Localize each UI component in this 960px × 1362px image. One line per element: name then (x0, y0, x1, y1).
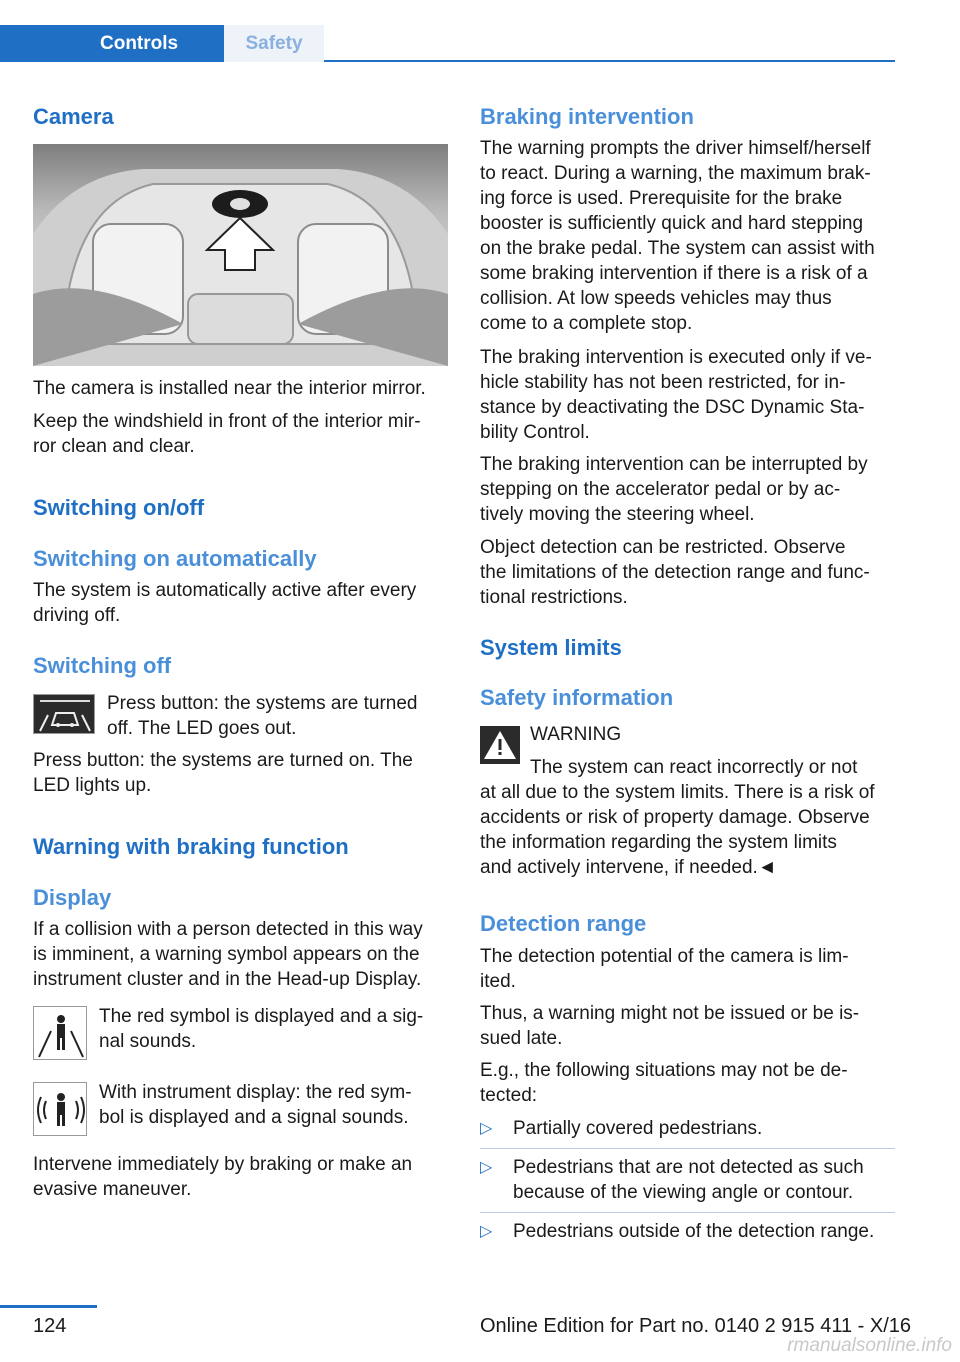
exec-line: bility Control. (480, 422, 590, 443)
range-text-1b: ited. (480, 971, 516, 992)
braking-paragraph (480, 136, 910, 336)
off-heading: Switching off (33, 653, 172, 678)
exec-line: The braking intervention is executed only if ve- (480, 347, 872, 368)
list-item (480, 1213, 895, 1244)
object-line: the limitations of the detection range and func- (480, 562, 870, 583)
list-item (480, 1149, 895, 1212)
braking-line: come to a complete stop. (480, 313, 693, 334)
warning-line: accidents or risk of property damage. Observe (480, 807, 870, 828)
tab-safety[interactable]: Safety (224, 25, 324, 62)
system-limits-heading: System limits (480, 635, 622, 660)
list-item (480, 1116, 895, 1148)
bullet-icon: ▷ (480, 1223, 493, 1240)
object-paragraph (480, 535, 910, 610)
intervene-text-b: evasive maneuver. (33, 1179, 192, 1200)
bullet-icon: ▷ (480, 1159, 493, 1176)
switching-heading: Switching on/off (33, 495, 205, 520)
list-item-text: Pedestrians outside of the detection range. (513, 1221, 875, 1242)
footer-rule (0, 1305, 97, 1308)
display-text-c: instrument cluster and in the Head-up Display. (33, 969, 422, 990)
range-text-1a: The detection potential of the camera is lim- (480, 946, 849, 967)
list-item-text: Pedestrians that are not detected as such (513, 1157, 864, 1178)
off-text-1a: Press button: the systems are turned (107, 693, 418, 714)
auto-text-b: driving off. (33, 605, 121, 626)
auto-text-a: The system is automatically active after every (33, 580, 417, 601)
intervene-text-a: Intervene immediately by braking or make an (33, 1154, 413, 1175)
display-text-b: is imminent, a warning symbol appears on the (33, 944, 420, 965)
camera-heading: Camera (33, 104, 114, 129)
off-text-2a: Press button: the systems are turned on. The (33, 750, 413, 771)
auto-heading: Switching on automatically (33, 546, 317, 571)
symbol1-text-b: nal sounds. (99, 1031, 197, 1052)
execution-paragraph (480, 345, 910, 445)
range-text-2a: Thus, a warning might not be issued or be is- (480, 1003, 860, 1024)
edition-text: Online Edition for Part no. 0140 2 915 411 - X/16 (480, 1315, 912, 1337)
detection-list (480, 1116, 895, 1244)
object-line: Object detection can be restricted. Observe (480, 537, 846, 558)
exec-line: hicle stability has not been restricted, for in- (480, 372, 846, 393)
interrupt-line: stepping on the accelerator pedal or by ac- (480, 479, 841, 500)
camera-photo (33, 144, 448, 366)
display-heading: Display (33, 885, 112, 910)
assist-button-icon (33, 694, 95, 734)
list-item-text: Partially covered pedestrians. (513, 1118, 763, 1139)
exec-line: stance by deactivating the DSC Dynamic Sta- (480, 397, 865, 418)
header-tabbar (0, 0, 895, 62)
braking-line: booster is sufficiently quick and hard stepping (480, 213, 864, 234)
warning-line: at all due to the system limits. There is a risk of (480, 782, 875, 803)
page-number: 124 (33, 1315, 67, 1337)
warning-line: The system can react incorrectly or not (530, 757, 858, 778)
pedestrian-warning-icon (33, 1006, 87, 1060)
warning-braking-heading: Warning with braking function (33, 834, 349, 859)
symbol1-text-a: The red symbol is displayed and a sig- (99, 1006, 424, 1027)
braking-line: to react. During a warning, the maximum brak- (480, 163, 871, 184)
braking-heading: Braking intervention (480, 104, 694, 129)
braking-line: some braking intervention if there is a risk of a (480, 263, 868, 284)
list-item-text: because of the viewing angle or contour. (513, 1182, 854, 1203)
camera-text-2a: Keep the windshield in front of the interior mir- (33, 411, 421, 432)
detection-range-heading: Detection range (480, 911, 647, 936)
symbol2-text-a: With instrument display: the red sym- (99, 1082, 412, 1103)
bullet-icon: ▷ (480, 1120, 493, 1137)
off-text-1b: off. The LED goes out. (107, 718, 297, 739)
braking-line: on the brake pedal. The system can assist with (480, 238, 875, 259)
pedestrian-sound-icon (33, 1082, 87, 1136)
warning-triangle-icon (480, 726, 520, 764)
interrupt-paragraph (480, 452, 910, 527)
tab-controls[interactable]: Controls (0, 25, 224, 62)
warning-paragraph (480, 780, 910, 880)
windshield-camera-illustration (33, 144, 448, 366)
symbol2-text-b: bol is displayed and a signal sounds. (99, 1107, 409, 1128)
range-text-2b: sued late. (480, 1028, 563, 1049)
range-text-3b: tected: (480, 1085, 538, 1106)
interrupt-line: tively moving the steering wheel. (480, 504, 755, 525)
interrupt-line: The braking intervention can be interrupted by (480, 454, 868, 475)
warning-line: the information regarding the system limits (480, 832, 837, 853)
safety-info-heading: Safety information (480, 685, 674, 710)
warning-label: WARNING (530, 724, 622, 745)
braking-line: ing force is used. Prerequisite for the brake (480, 188, 843, 209)
off-text-2b: LED lights up. (33, 775, 152, 796)
camera-text-1: The camera is installed near the interior mirror. (33, 378, 426, 399)
braking-line: The warning prompts the driver himself/herself (480, 138, 871, 159)
object-line: tional restrictions. (480, 587, 628, 608)
camera-text-2b: ror clean and clear. (33, 436, 195, 457)
range-text-3a: E.g., the following situations may not be de- (480, 1060, 848, 1081)
watermark: rmanualsonline.info (787, 1335, 952, 1356)
warning-line: and actively intervene, if needed.◄ (480, 857, 777, 878)
display-text-a: If a collision with a person detected in this way (33, 919, 423, 940)
braking-line: collision. At low speeds vehicles may thus (480, 288, 832, 309)
